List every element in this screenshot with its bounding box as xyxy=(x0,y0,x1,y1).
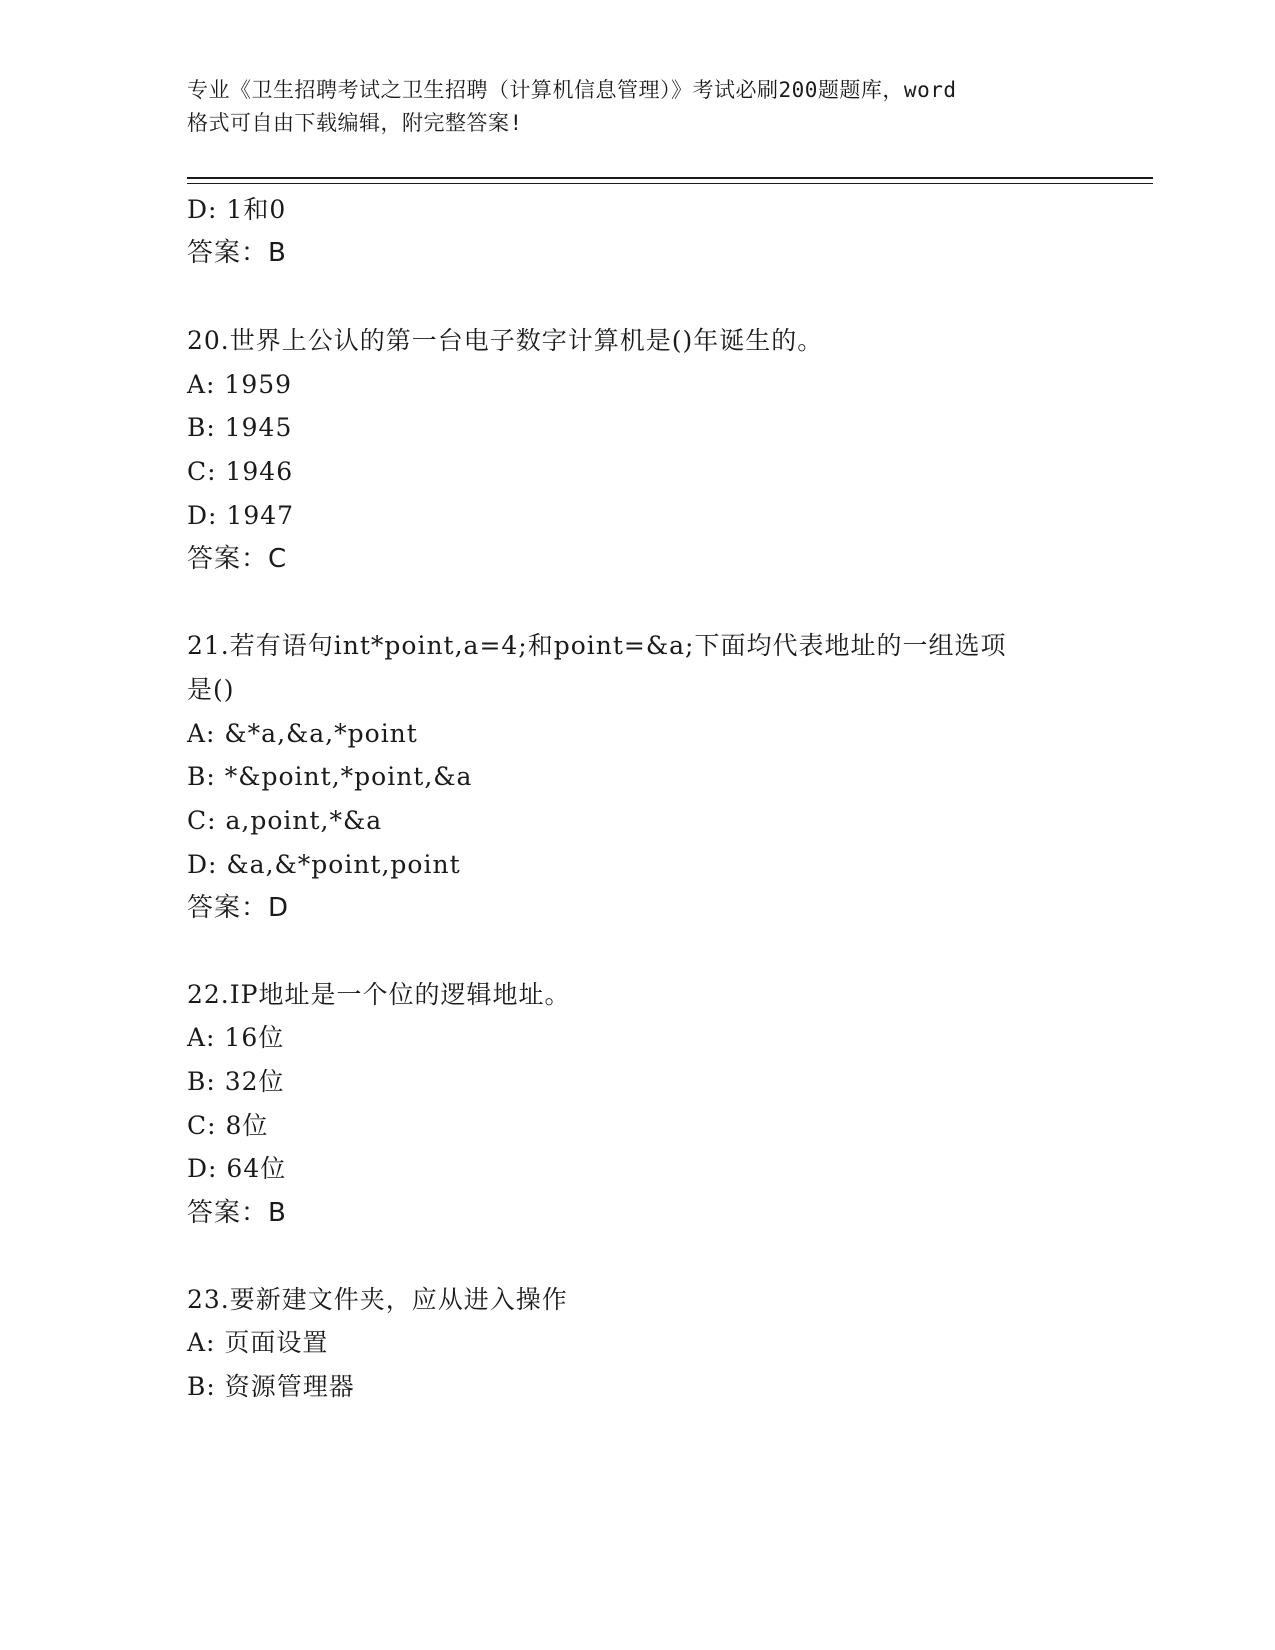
q19-option-d: D: 1和0 xyxy=(187,195,287,224)
q21-question-line-1: 21.若有语句int*point,a=4;和point=&a;下面均代表地址的一组选项 xyxy=(187,631,1007,660)
q21-option-b: B: *&point,*point,&a xyxy=(187,762,473,791)
q20-option-d: D: 1947 xyxy=(187,501,295,530)
q20-option-b: B: 1945 xyxy=(187,413,293,442)
q22-option-a: A: 16位 xyxy=(187,1023,285,1052)
q21-question-line-2: 是() xyxy=(187,675,235,704)
q20-option-a: A: 1959 xyxy=(187,370,293,399)
q21-option-d: D: &a,&*point,point xyxy=(187,850,461,879)
q23-option-b: B: 资源管理器 xyxy=(187,1372,355,1401)
q22-option-b: B: 32位 xyxy=(187,1067,285,1096)
q21-answer: 答案：D xyxy=(187,893,290,923)
q23-question: 23.要新建文件夹，应从进入操作 xyxy=(187,1285,568,1314)
q21-option-a: A: &*a,&a,*point xyxy=(187,719,418,748)
q23-option-a: A: 页面设置 xyxy=(187,1328,329,1357)
q20-answer: 答案：C xyxy=(187,544,288,574)
header-divider-thin xyxy=(187,183,1153,184)
q22-option-d: D: 64位 xyxy=(187,1154,287,1183)
q20-question: 20.世界上公认的第一台电子数字计算机是()年诞生的。 xyxy=(187,326,824,355)
q20-option-c: C: 1946 xyxy=(187,457,294,486)
header-title-line-1: 专业《卫生招聘考试之卫生招聘（计算机信息管理）》考试必刷200题题库，word xyxy=(187,78,957,102)
q22-option-c: C: 8位 xyxy=(187,1111,269,1140)
q21-option-c: C: a,point,*&a xyxy=(187,806,383,835)
q22-question: 22.IP地址是一个位的逻辑地址。 xyxy=(187,980,571,1009)
header-divider-thick xyxy=(187,177,1153,179)
header-title-line-2: 格式可自由下载编辑，附完整答案! xyxy=(187,111,523,135)
q22-answer: 答案：B xyxy=(187,1198,287,1228)
q19-answer: 答案：B xyxy=(187,238,287,268)
document-header xyxy=(187,74,1087,140)
